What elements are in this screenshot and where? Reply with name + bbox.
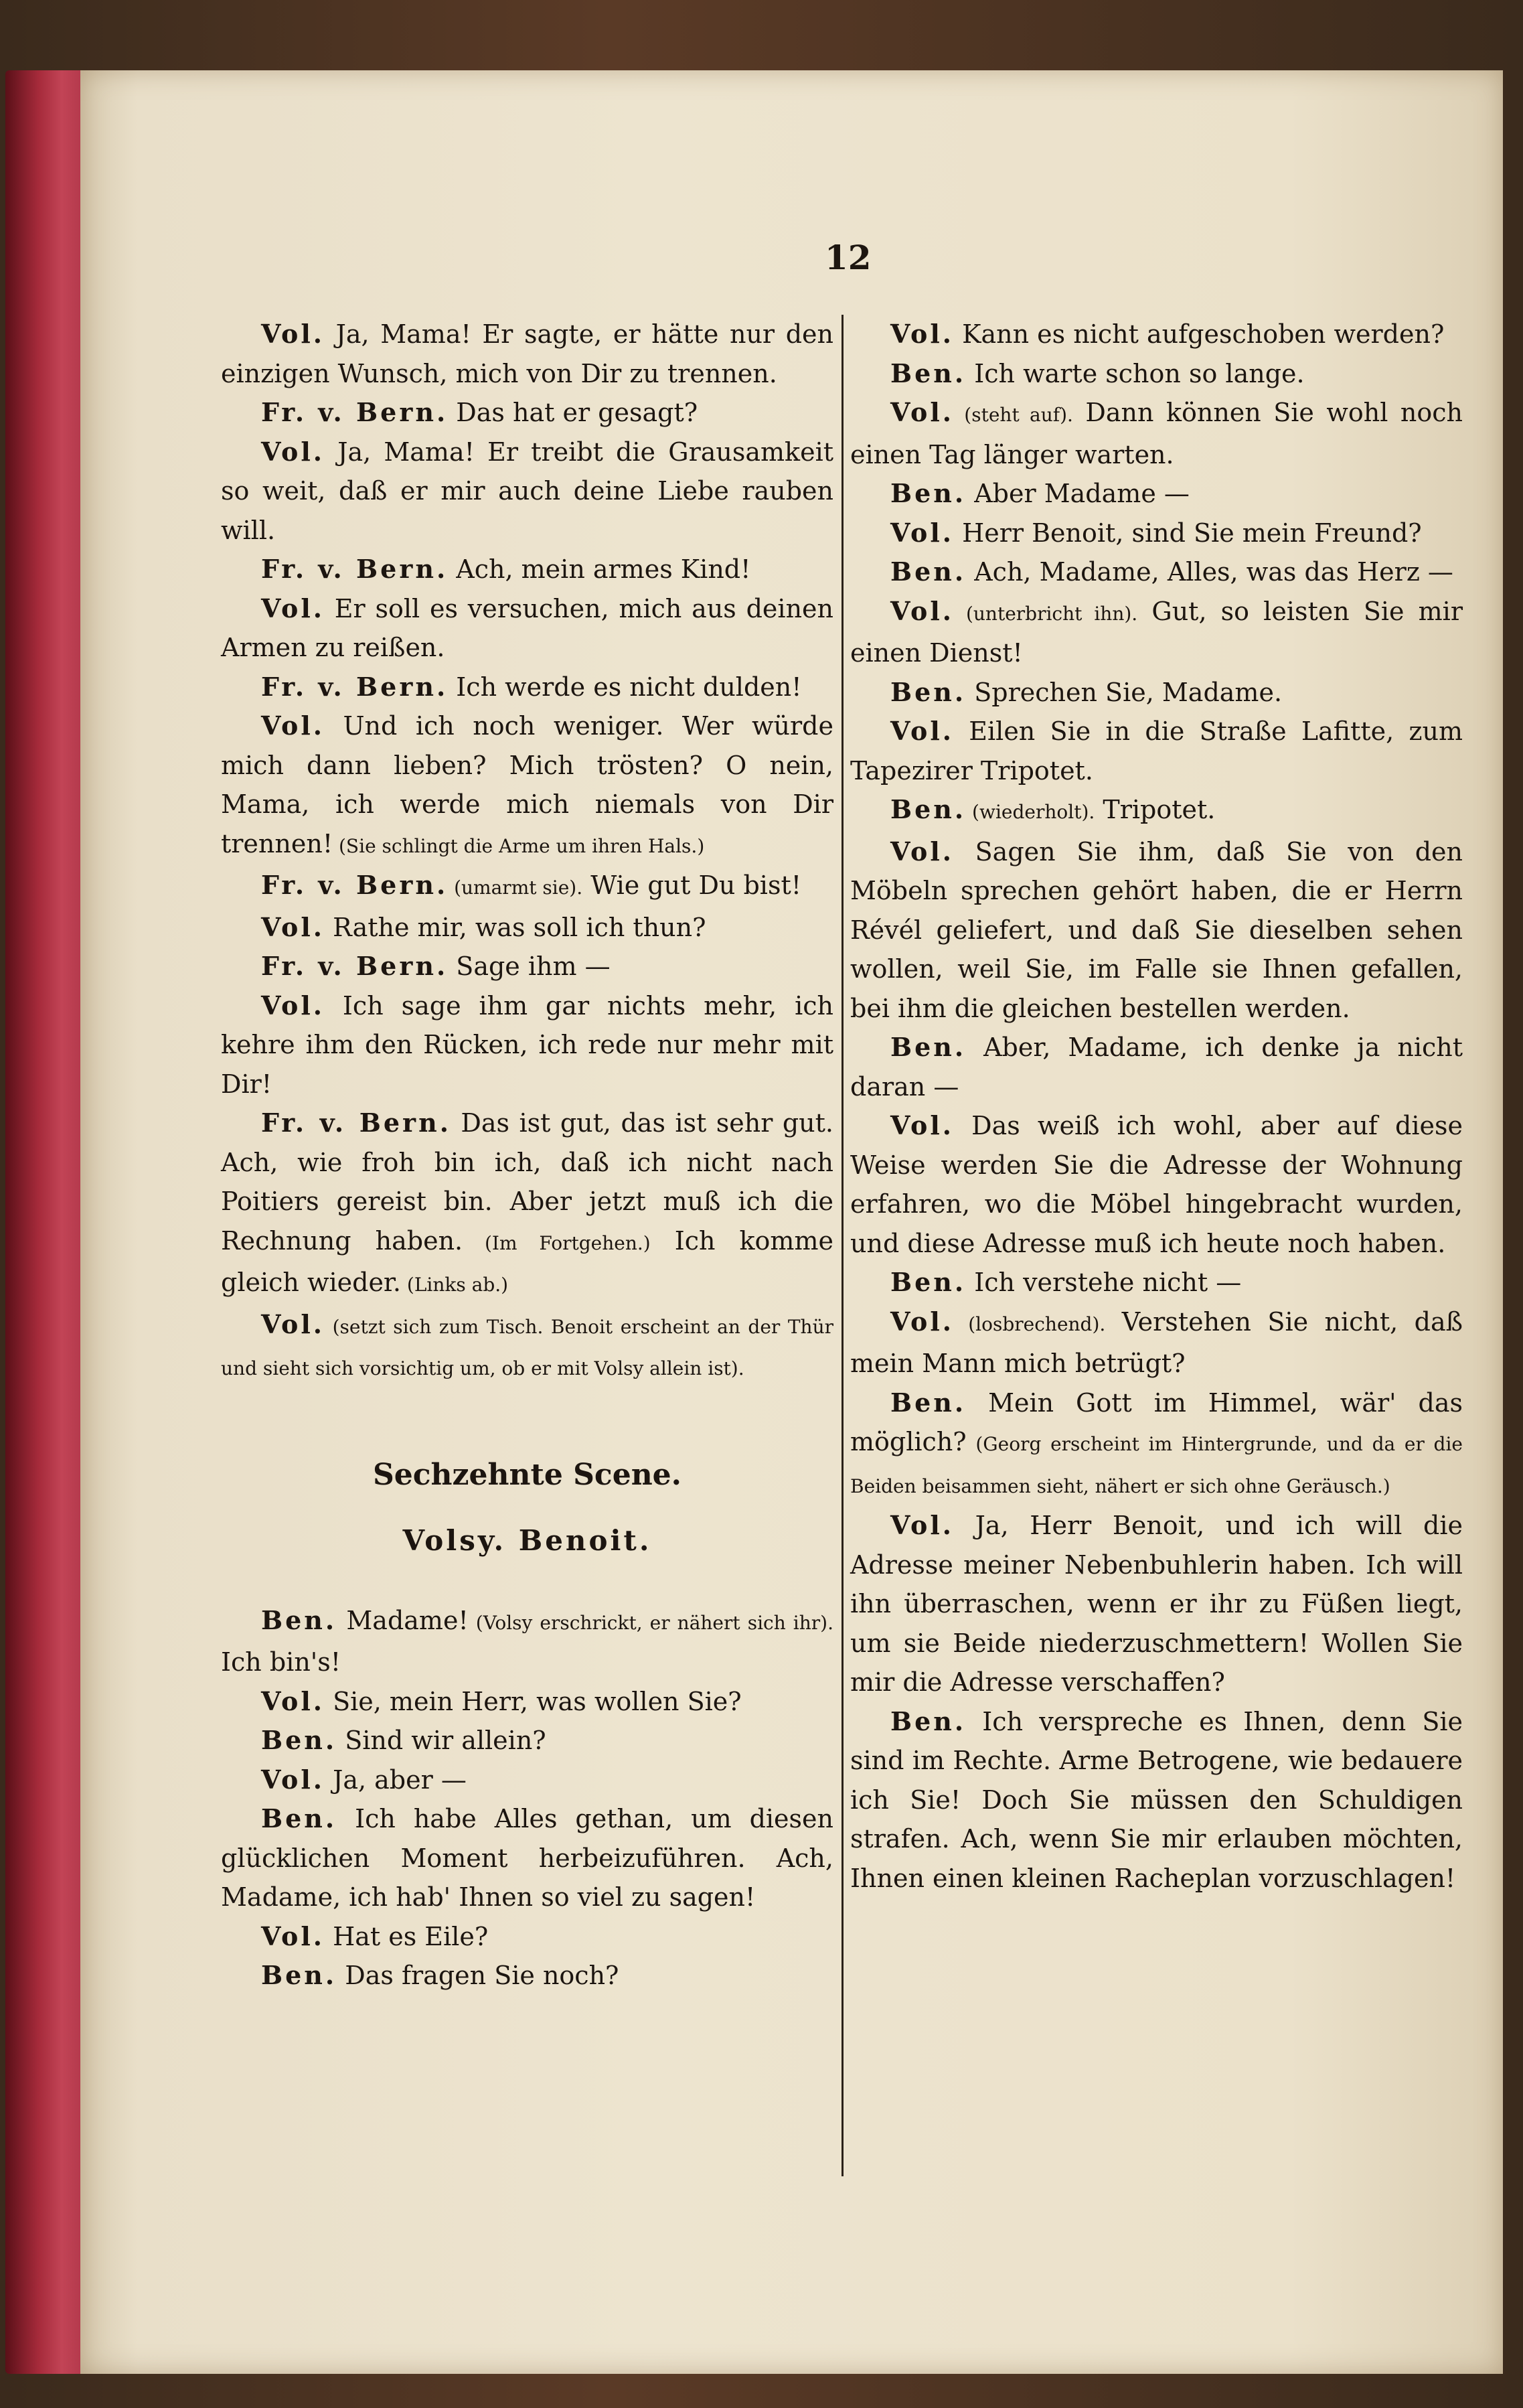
stage-direction: (wiederholt). (966, 801, 1095, 823)
dialogue-line (221, 1682, 833, 1722)
dialogue-line (850, 832, 1463, 1029)
line-text: Das hat er gesagt? (448, 398, 698, 427)
speaker-name: Vol. (890, 319, 955, 349)
line-text: Gut, so leisten Sie mir einen Dienst! (850, 596, 1463, 668)
line-text: Aber, Madame, ich denke ja nicht daran — (850, 1033, 1463, 1102)
right-column (850, 315, 1463, 1898)
line-text: Das ist gut, das ist sehr gut. Ach, wie froh bin ich, daß ich nicht nach Poitiers gereist bin. Aber jetzt muß ich die Rechnung haben. (221, 1108, 833, 1256)
page-number: 12 (825, 238, 872, 277)
dialogue-line (221, 315, 833, 393)
dialogue-line (221, 947, 833, 986)
dialogue-line (221, 1721, 833, 1760)
line-text: Sie, mein Herr, was wollen Sie? (325, 1686, 742, 1716)
speaker-name: Ben. (890, 358, 967, 388)
dialogue-line (221, 1104, 833, 1305)
line-text: Er soll es versuchen, mich aus deinen Armen zu reißen. (221, 593, 833, 662)
dialogue-line (850, 1506, 1463, 1702)
left-column (221, 315, 833, 1996)
line-text: Ich komme gleich wieder. (221, 1225, 833, 1297)
speaker-name: Ben. (890, 1032, 967, 1062)
line-text: Das fragen Sie noch? (337, 1961, 619, 1990)
dialogue-line (221, 550, 833, 589)
dialogue-line (850, 1028, 1463, 1106)
dialogue-line (850, 712, 1463, 790)
line-text: Ich werde es nicht dulden! (448, 672, 802, 702)
dialogue-line (221, 1305, 833, 1389)
dialogue-line (850, 1702, 1463, 1898)
dialogue-line (221, 393, 833, 433)
stage-direction: (umarmt sie). (448, 877, 583, 899)
speaker-name: Vol. (890, 1510, 955, 1540)
dialogue-line (850, 592, 1463, 673)
dialogue-line (850, 315, 1463, 354)
dialogue-line (221, 1760, 833, 1800)
dialogue-line (850, 673, 1463, 712)
stage-direction: (Georg erscheint im Hintergrunde, und da er die Beiden beisammen sieht, nähert er sich ohne Geräusch.) (850, 1433, 1463, 1497)
line-text: Sind wir allein? (337, 1726, 546, 1755)
dialogue-line (221, 1799, 833, 1917)
speaker-name: Fr. v. Bern. (261, 554, 449, 584)
dialogue-line (221, 866, 833, 908)
line-text: Rathe mir, was soll ich thun? (325, 912, 706, 942)
line-text: Ich habe Alles gethan, um diesen glücklichen Moment herbeizuführen. Ach, Madame, ich hab' Ihnen so viel zu sagen! (221, 1804, 833, 1912)
line-text: Madame! (337, 1605, 469, 1635)
speaker-name: Fr. v. Bern. (261, 951, 449, 981)
dialogue-line (221, 908, 833, 948)
dialogue-line (850, 1263, 1463, 1302)
line-text: Ach, mein armes Kind! (448, 554, 751, 584)
line-text: Wie gut Du bist! (582, 871, 802, 900)
speaker-name: Vol. (261, 990, 325, 1021)
dialogue-line (221, 433, 833, 550)
speaker-name: Ben. (890, 1706, 967, 1736)
speaker-name: Fr. v. Bern. (261, 1108, 451, 1138)
stage-direction: (Sie schlingt die Arme um ihren Hals.) (333, 834, 705, 857)
speaker-name: Vol. (890, 595, 955, 626)
speaker-name: Fr. v. Bern. (261, 671, 449, 702)
speaker-name: Vol. (890, 836, 955, 867)
speaker-name: Vol. (261, 1308, 325, 1339)
line-text: Sagen Sie ihm, daß Sie von den Möbeln sprechen gehört haben, die er Herrn Révél geliefert, und daß Sie dieselben sehen wollen, weil Sie, im Falle sie Ihnen gefallen, bei ihm die gleichen bestellen werden. (850, 836, 1463, 1023)
speaker-name: Fr. v. Bern. (261, 397, 449, 427)
dialogue-line (850, 552, 1463, 592)
line-text: Ich verspreche es Ihnen, denn Sie sind im Rechte. Arme Betrogene, wie bedauere ich Sie! Doch Sie müssen den Schuldigen strafen. Ach, wenn Sie mir erlauben möchten, Ihnen einen kleinen Racheplan vorzuschlagen! (850, 1706, 1463, 1893)
speaker-name: Ben. (890, 1387, 967, 1418)
speaker-name: Ben. (261, 1725, 337, 1755)
stage-direction: (Volsy erschrickt, er nähert sich ihr). (468, 1611, 833, 1634)
line-text: Tripotet. (1095, 795, 1216, 824)
line-text: Ja, aber — (325, 1764, 467, 1795)
speaker-name: Vol. (261, 436, 325, 467)
speaker-name: Vol. (890, 1110, 955, 1140)
speaker-name: Vol. (261, 911, 325, 942)
dialogue-line (221, 668, 833, 707)
line-text: Ja, Herr Benoit, und ich will die Adresse meiner Nebenbuhlerin haben. Ich will ihn überraschen, wenn er ihr zu Füßen liegt, um sie Beide niederzuschmettern! Wollen Sie mir die Adresse verschaffen? (850, 1511, 1463, 1697)
speaker-name: Vol. (890, 397, 955, 427)
scene-heading: Sechzehnte Scene. (372, 1457, 682, 1492)
dialogue-line (850, 354, 1463, 394)
dialogue-line (221, 1601, 833, 1682)
dialogue-line (221, 706, 833, 866)
speaker-name: Vol. (890, 1306, 955, 1337)
speaker-name: Ben. (890, 794, 967, 824)
stage-direction: (Links ab.) (401, 1274, 509, 1296)
line-text: Sage ihm — (448, 952, 611, 981)
speaker-name: Vol. (261, 1921, 325, 1951)
speaker-name: Ben. (890, 1267, 967, 1297)
dialogue-line (221, 986, 833, 1104)
stage-direction: (Im Fortgehen.) (463, 1231, 651, 1254)
line-text: Aber Madame — (966, 479, 1190, 508)
line-text: Ach, Madame, Alles, was das Herz — (966, 557, 1453, 587)
line-text: Und ich noch weniger. Wer würde mich dann lieben? Mich trösten? O nein, Mama, ich werde mich niemals von Dir trennen! (221, 711, 833, 858)
dialogue-line (850, 1383, 1463, 1507)
dialogue-line (850, 514, 1463, 553)
line-text: Ja, Mama! Er treibt die Grausamkeit so weit, daß er mir auch deine Liebe rauben will. (221, 437, 833, 545)
line-text: Ja, Mama! Er sagte, er hätte nur den einzigen Wunsch, mich von Dir zu trennen. (221, 319, 833, 388)
dialogue-line (221, 1917, 833, 1957)
speaker-name: Ben. (261, 1803, 337, 1833)
speaker-name: Ben. (261, 1604, 337, 1635)
line-text: Eilen Sie in die Straße Lafitte, zum Tapezirer Tripotet. (850, 717, 1463, 785)
stage-direction: (unterbricht ihn). (954, 602, 1138, 625)
speaker-name: Vol. (261, 710, 325, 741)
dialogue-line (850, 474, 1463, 514)
line-text: Sprechen Sie, Madame. (966, 677, 1283, 707)
stage-direction: (setzt sich zum Tisch. Benoit erscheint an der Thür und sieht sich vorsichtig um, ob er mit Volsy allein ist). (221, 1315, 833, 1379)
stage-direction: (losbrechend). (954, 1312, 1106, 1335)
speaker-name: Vol. (890, 517, 955, 548)
scene-persons: Volsy. Benoit. (402, 1524, 652, 1557)
line-text: Ich bin's! (221, 1647, 341, 1677)
dialogue-line (850, 790, 1463, 832)
speaker-name: Vol. (261, 1685, 325, 1716)
line-text: Das weiß ich wohl, aber auf diese Weise werden Sie die Adresse der Wohnung erfahren, wo die Möbel hingebracht wurden, und diese Adresse muß ich heute noch haben. (850, 1111, 1463, 1258)
dialogue-line (850, 1302, 1463, 1383)
line-text: Mein Gott im Himmel, wär' das möglich? (850, 1387, 1463, 1456)
dialogue-line (221, 1956, 833, 1996)
speaker-name: Vol. (261, 1764, 325, 1795)
stage-direction: (steht auf). (954, 404, 1073, 426)
line-text: Ich warte schon so lange. (966, 358, 1305, 388)
speaker-name: Vol. (261, 593, 325, 623)
speaker-name: Vol. (890, 716, 955, 746)
line-text: Verstehen Sie nicht, daß mein Mann mich betrügt? (850, 1306, 1463, 1378)
dialogue-line (850, 393, 1463, 474)
speaker-name: Vol. (261, 319, 325, 349)
line-text: Kann es nicht aufgeschoben werden? (954, 319, 1445, 349)
dialogue-line (221, 589, 833, 668)
line-text: Ich verstehe nicht — (966, 1268, 1242, 1297)
speaker-name: Fr. v. Bern. (261, 870, 449, 900)
line-text: Ich sage ihm gar nichts mehr, ich kehre ihm den Rücken, ich rede nur mehr mit Dir! (221, 990, 833, 1099)
column-divider (841, 315, 844, 2176)
dialogue-line (850, 1106, 1463, 1263)
speaker-name: Ben. (890, 478, 967, 508)
speaker-name: Ben. (261, 1960, 337, 1990)
line-text: Herr Benoit, sind Sie mein Freund? (954, 518, 1422, 548)
line-text: Dann können Sie wohl noch einen Tag länger warten. (850, 398, 1463, 469)
speaker-name: Ben. (890, 676, 967, 707)
speaker-name: Ben. (890, 556, 967, 587)
line-text: Hat es Eile? (325, 1921, 489, 1951)
